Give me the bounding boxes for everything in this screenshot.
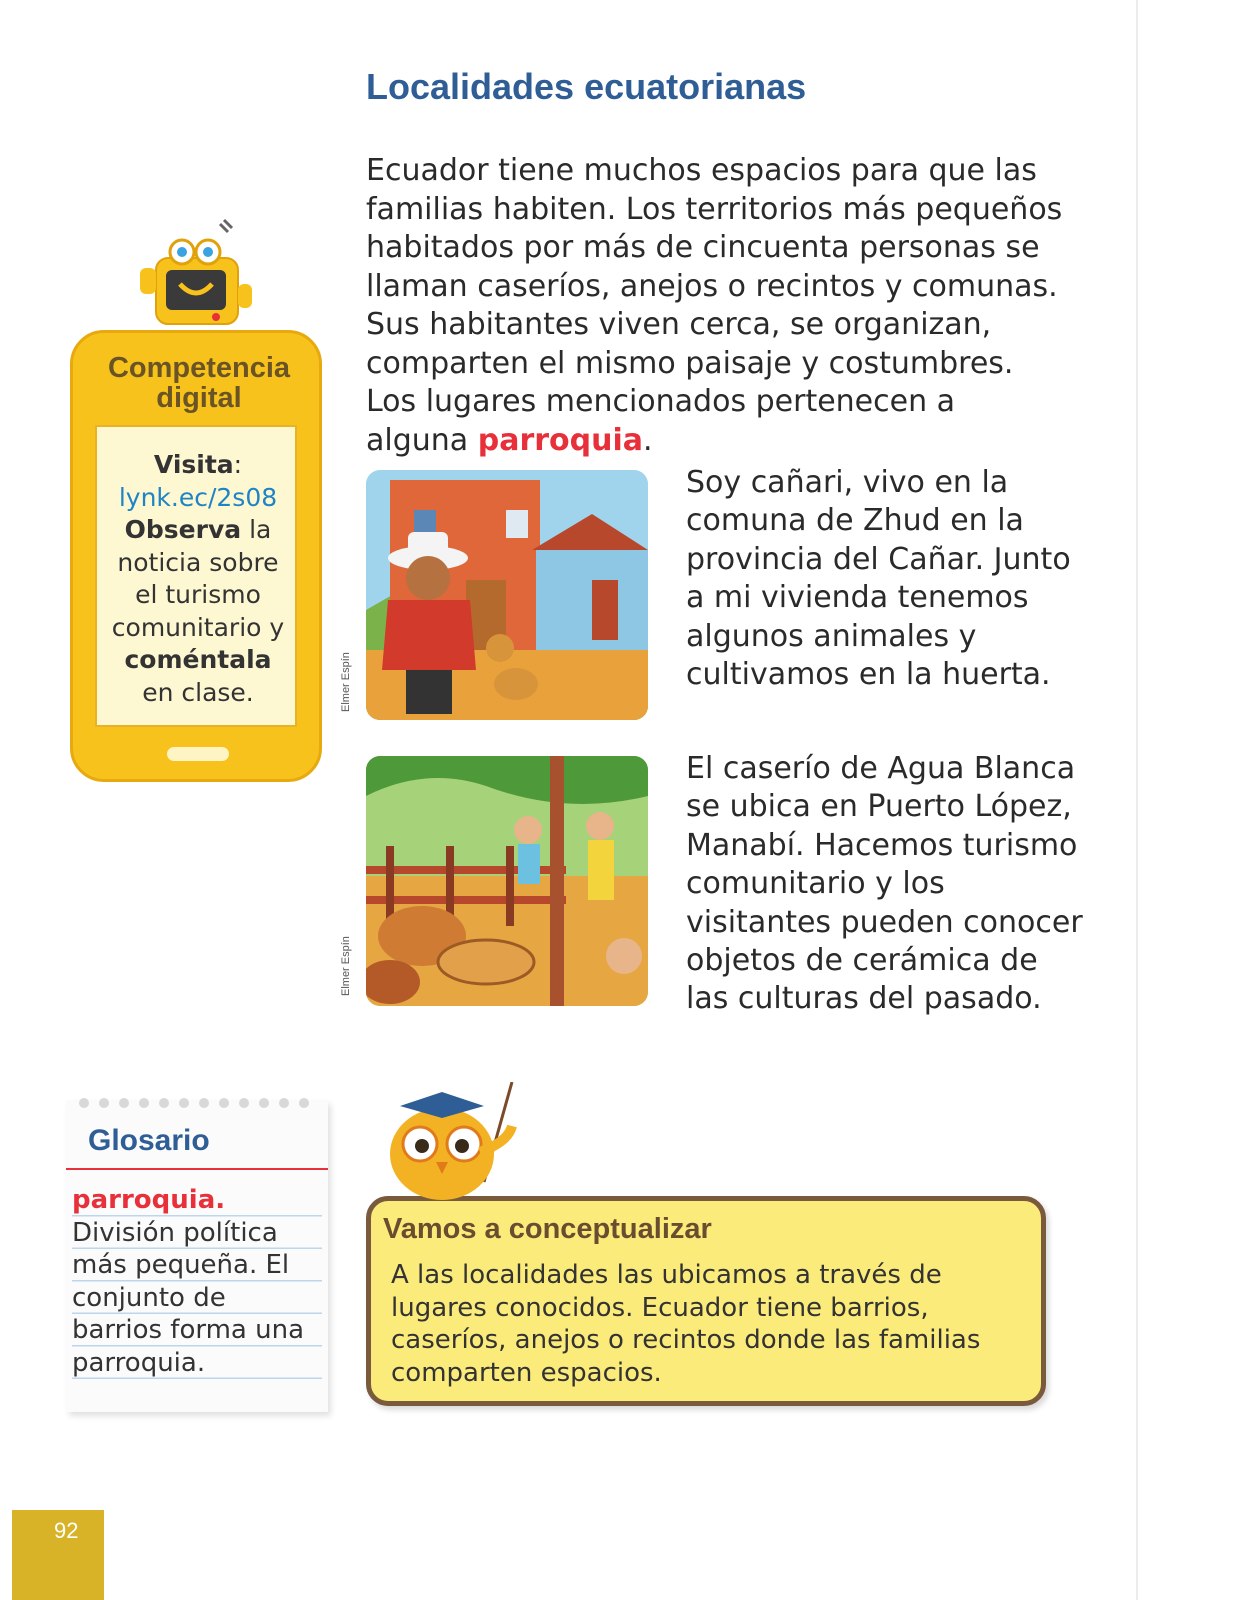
glossary-entry <box>72 1184 322 1379</box>
owl-mascot-icon <box>380 1082 530 1212</box>
competencia-title: Competencia digital <box>107 352 291 414</box>
page-title: Localidades ecuatorianas <box>366 66 807 107</box>
observe-word: Observa <box>124 515 242 544</box>
visit-label: Visita <box>153 450 234 479</box>
competencia-digital-box <box>70 330 322 782</box>
notebook-rings-icon <box>78 1096 318 1110</box>
intro-highlight-term: parroquia <box>477 422 643 458</box>
image-credit: Elmer Espín <box>340 652 352 712</box>
glossary-definition: División política más pequeña. El conjunto de barrios forma una parroquia. <box>72 1217 305 1378</box>
page-edge <box>1136 0 1138 1600</box>
glossary-rule <box>66 1168 328 1170</box>
page-number: 92 <box>54 1518 79 1543</box>
illustration-agua-blanca <box>366 756 648 1006</box>
glossary-card <box>66 1100 328 1412</box>
competencia-text: Visita: lynk.ec/2s08 Observa la noticia sobre el turismo comunitario y coméntala en clase. <box>107 449 289 709</box>
intro-text: Ecuador tiene muchos espacios para que las familias habiten. Los territorios más pequeños habitados por más de cincuenta personas se llaman caseríos, anejos o recintos y comunas. Sus habitantes viven cerca, se organizan, comparten el mismo paisaje y costumbres. Los lugares mencionados pertenecen a alguna <box>366 153 1063 458</box>
robot-mascot-icon <box>138 218 268 336</box>
intro-paragraph <box>366 152 1066 460</box>
concept-box <box>366 1196 1046 1406</box>
glossary-title: Glosario <box>88 1124 210 1157</box>
device-screen <box>95 425 297 727</box>
device-home-button <box>167 747 229 761</box>
visit-link[interactable]: lynk.ec/2s08 <box>118 482 278 512</box>
glossary-term: parroquia. <box>72 1185 226 1215</box>
image-credit: Elmer Espín <box>340 936 352 996</box>
concept-text: A las localidades las ubicamos a través de lugares conocidos. Ecuador tiene barrios, caseríos, anejos o recintos donde las familias comparten espacios. <box>391 1260 981 1388</box>
story-canari-text: Soy cañari, vivo en la comuna de Zhud en la provincia del Cañar. Junto a mi vivienda tenemos algunos animales y cultivamos en la huerta. <box>686 465 1071 693</box>
illustration-canari-man <box>366 470 648 720</box>
concept-title: Vamos a conceptualizar <box>383 1213 712 1245</box>
story-agua-blanca-text: El caserío de Agua Blanca se ubica en Puerto López, Manabí. Hacemos turismo comunitario y los visitantes pueden conocer objetos de cerámica de las culturas del pasado. <box>686 751 1083 1017</box>
intro-end: . <box>643 422 653 458</box>
comment-word: coméntala <box>124 645 272 674</box>
